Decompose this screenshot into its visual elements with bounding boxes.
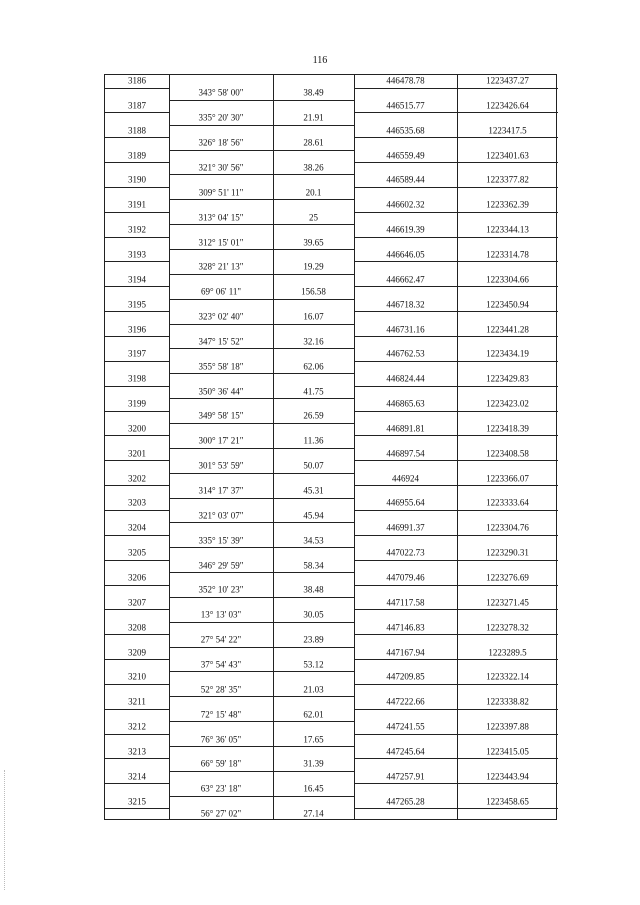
row-rule xyxy=(354,634,558,635)
y-coordinate: 1223366.07 xyxy=(486,473,529,484)
y-coordinate: 1223322.14 xyxy=(486,671,529,682)
x-coordinate: 447265.28 xyxy=(386,796,425,807)
segment-length: 28.61 xyxy=(303,137,324,148)
point-number: 3207 xyxy=(128,597,146,608)
point-number: 3210 xyxy=(128,671,146,682)
row-rule xyxy=(105,709,169,710)
row-rule xyxy=(169,498,354,499)
segment-length: 156.58 xyxy=(301,286,326,297)
row-rule xyxy=(169,274,354,275)
row-rule xyxy=(354,212,558,213)
row-rule xyxy=(105,237,169,238)
row-rule xyxy=(105,88,169,89)
segment-length: 45.31 xyxy=(303,485,324,496)
y-coordinate: 1223429.83 xyxy=(486,373,529,384)
row-rule xyxy=(354,808,558,809)
row-rule xyxy=(105,783,169,784)
x-coordinate: 446991.37 xyxy=(386,522,425,533)
x-coordinate: 447146.83 xyxy=(386,622,425,633)
x-coordinate: 446924 xyxy=(392,473,419,484)
segment-length: 50.07 xyxy=(303,460,324,471)
row-rule xyxy=(105,659,169,660)
x-coordinate: 447022.73 xyxy=(386,547,425,558)
segment-length: 16.07 xyxy=(303,311,324,322)
row-rule xyxy=(105,535,169,536)
x-coordinate: 447241.55 xyxy=(386,721,425,732)
direction-angle: 314° 17' 37" xyxy=(198,485,244,496)
segment-length: 21.91 xyxy=(303,112,324,123)
row-rule xyxy=(169,647,354,648)
point-number: 3201 xyxy=(128,448,146,459)
row-rule xyxy=(354,510,558,511)
x-coordinate: 446718.32 xyxy=(386,299,425,310)
y-coordinate: 1223443.94 xyxy=(486,771,529,782)
segment-length: 38.49 xyxy=(303,87,324,98)
direction-angle: 63° 23' 18" xyxy=(200,783,242,794)
row-rule xyxy=(105,212,169,213)
segment-length: 32.16 xyxy=(303,336,324,347)
row-rule xyxy=(169,174,354,175)
row-rule xyxy=(354,609,558,610)
y-coordinate: 1223458.65 xyxy=(486,796,529,807)
point-number: 3198 xyxy=(128,373,146,384)
row-rule xyxy=(105,361,169,362)
x-coordinate: 446602.32 xyxy=(386,199,425,210)
direction-angle: 300° 17' 21" xyxy=(198,435,244,446)
y-coordinate: 1223289.5 xyxy=(488,647,527,658)
point-number: 3205 xyxy=(128,547,146,558)
point-number: 3192 xyxy=(128,224,146,235)
direction-angle: 352° 10' 23" xyxy=(198,584,244,595)
row-rule xyxy=(169,597,354,598)
row-rule xyxy=(169,771,354,772)
point-number: 3194 xyxy=(128,274,146,285)
y-coordinate: 1223417.5 xyxy=(488,125,527,136)
x-coordinate: 446897.54 xyxy=(386,448,425,459)
segment-length: 20.1 xyxy=(305,187,322,198)
point-number: 3193 xyxy=(128,249,146,260)
row-rule xyxy=(169,249,354,250)
x-coordinate: 446535.68 xyxy=(386,125,425,136)
row-rule xyxy=(354,485,558,486)
point-number: 3203 xyxy=(128,497,146,508)
segment-length: 30.05 xyxy=(303,609,324,620)
row-rule xyxy=(169,796,354,797)
row-rule xyxy=(105,485,169,486)
direction-angle: 69° 06' 11" xyxy=(200,286,242,297)
x-coordinate: 446515.77 xyxy=(386,100,425,111)
row-rule xyxy=(354,560,558,561)
row-rule xyxy=(169,696,354,697)
row-rule xyxy=(354,137,558,138)
direction-angle: 72° 15' 48" xyxy=(200,709,242,720)
y-coordinate: 1223397.88 xyxy=(486,721,529,732)
row-rule xyxy=(354,684,558,685)
x-coordinate: 446824.44 xyxy=(386,373,425,384)
row-rule xyxy=(105,758,169,759)
segment-length: 53.12 xyxy=(303,659,324,670)
row-rule xyxy=(105,286,169,287)
row-rule xyxy=(169,572,354,573)
direction-angle: 309° 51' 11" xyxy=(198,187,244,198)
segment-length: 11.36 xyxy=(303,435,324,446)
segment-length: 31.39 xyxy=(303,758,324,769)
segment-length: 26.59 xyxy=(303,410,324,421)
x-coordinate: 447222.66 xyxy=(386,696,425,707)
segment-length: 16.45 xyxy=(303,783,324,794)
row-rule xyxy=(105,585,169,586)
y-coordinate: 1223423.02 xyxy=(486,398,529,409)
direction-angle: 321° 03' 07" xyxy=(198,510,244,521)
segment-length: 62.01 xyxy=(303,709,324,720)
row-rule xyxy=(105,187,169,188)
row-rule xyxy=(169,324,354,325)
point-number: 3208 xyxy=(128,622,146,633)
row-rule xyxy=(354,237,558,238)
segment-length: 17.65 xyxy=(303,734,324,745)
row-rule xyxy=(105,386,169,387)
row-rule xyxy=(105,684,169,685)
y-coordinate: 1223377.82 xyxy=(486,174,529,185)
row-rule xyxy=(105,510,169,511)
row-rule xyxy=(354,758,558,759)
row-rule xyxy=(105,336,169,337)
point-number: 3214 xyxy=(128,771,146,782)
y-coordinate: 1223344.13 xyxy=(486,224,529,235)
row-rule xyxy=(354,386,558,387)
row-rule xyxy=(354,709,558,710)
x-coordinate: 447117.58 xyxy=(386,597,425,608)
direction-angle: 347° 15' 52" xyxy=(198,336,244,347)
row-rule xyxy=(105,137,169,138)
x-coordinate: 446762.53 xyxy=(386,348,425,359)
x-coordinate: 446589.44 xyxy=(386,174,425,185)
segment-length: 19.29 xyxy=(303,261,324,272)
y-coordinate: 1223441.28 xyxy=(486,324,529,334)
y-coordinate: 1223271.45 xyxy=(486,597,529,608)
row-rule xyxy=(354,783,558,784)
row-rule xyxy=(354,88,558,89)
row-rule xyxy=(169,622,354,623)
x-coordinate: 446646.05 xyxy=(386,249,425,260)
point-number: 3186 xyxy=(128,75,146,86)
direction-angle: 326° 18' 56" xyxy=(198,137,244,148)
segment-length: 21.03 xyxy=(303,684,324,695)
page-number: 116 xyxy=(312,55,328,66)
row-rule xyxy=(105,435,169,436)
x-coordinate: 447079.46 xyxy=(386,572,425,583)
row-rule xyxy=(169,547,354,548)
point-number: 3212 xyxy=(128,721,146,732)
row-rule xyxy=(354,286,558,287)
row-rule xyxy=(354,261,558,262)
row-rule xyxy=(169,125,354,126)
segment-length: 27.14 xyxy=(303,808,324,819)
row-rule xyxy=(169,448,354,449)
row-rule xyxy=(354,435,558,436)
direction-angle: 301° 53' 59" xyxy=(198,460,244,471)
row-rule xyxy=(354,187,558,188)
y-coordinate: 1223304.66 xyxy=(486,274,529,285)
x-coordinate: 446478.78 xyxy=(386,75,425,86)
row-rule xyxy=(169,671,354,672)
row-rule xyxy=(105,734,169,735)
y-coordinate: 1223276.69 xyxy=(486,572,529,583)
direction-angle: 321° 30' 56" xyxy=(198,162,244,173)
x-coordinate: 446891.81 xyxy=(386,423,425,434)
row-rule xyxy=(354,734,558,735)
point-number: 3191 xyxy=(128,199,146,210)
row-rule xyxy=(354,361,558,362)
direction-angle: 335° 20' 30" xyxy=(198,112,244,123)
row-rule xyxy=(169,746,354,747)
point-number: 3199 xyxy=(128,398,146,409)
row-rule xyxy=(105,808,169,809)
x-coordinate: 447167.94 xyxy=(386,647,425,658)
point-number: 3195 xyxy=(128,299,146,310)
x-coordinate: 446619.39 xyxy=(386,224,425,235)
y-coordinate: 1223437.27 xyxy=(486,75,529,86)
row-rule xyxy=(105,261,169,262)
segment-length: 38.26 xyxy=(303,162,324,173)
y-coordinate: 1223434.19 xyxy=(486,348,529,359)
y-coordinate: 1223415.05 xyxy=(486,746,529,757)
segment-length: 23.89 xyxy=(303,634,324,645)
x-coordinate: 446559.49 xyxy=(386,150,425,161)
x-coordinate: 447257.91 xyxy=(386,771,425,782)
x-coordinate: 446731.16 xyxy=(386,324,425,334)
row-rule xyxy=(169,150,354,151)
row-rule xyxy=(354,659,558,660)
direction-angle: 349° 58' 15" xyxy=(198,410,244,421)
direction-angle: 313° 04' 15" xyxy=(198,212,244,223)
x-coordinate: 446865.63 xyxy=(386,398,425,409)
direction-angle: 350° 36' 44" xyxy=(198,386,244,397)
segment-length: 62.06 xyxy=(303,361,324,372)
row-rule xyxy=(105,609,169,610)
point-number: 3202 xyxy=(128,473,146,484)
y-coordinate: 1223408.58 xyxy=(486,448,529,459)
segment-length: 34.53 xyxy=(303,535,324,546)
row-rule xyxy=(169,373,354,374)
row-rule xyxy=(354,112,558,113)
row-rule xyxy=(169,423,354,424)
direction-angle: 13° 13' 03" xyxy=(200,609,242,620)
direction-angle: 346° 29' 59" xyxy=(198,560,244,571)
segment-length: 58.34 xyxy=(303,560,324,571)
segment-length: 45.94 xyxy=(303,510,324,521)
direction-angle: 52° 28' 35" xyxy=(200,684,242,695)
point-number: 3188 xyxy=(128,125,146,136)
direction-angle: 328° 21' 13" xyxy=(198,261,244,272)
row-rule xyxy=(354,411,558,412)
point-number: 3213 xyxy=(128,746,146,757)
row-rule xyxy=(105,460,169,461)
direction-angle: 37° 54' 43" xyxy=(200,659,242,670)
point-number: 3190 xyxy=(128,174,146,185)
margin-mark xyxy=(4,770,5,890)
point-number: 3215 xyxy=(128,796,146,807)
segment-length: 25 xyxy=(309,212,318,223)
row-rule xyxy=(169,522,354,523)
row-rule xyxy=(354,162,558,163)
coordinates-table xyxy=(104,74,557,820)
x-coordinate: 447209.85 xyxy=(386,671,425,682)
segment-length: 38.48 xyxy=(303,584,324,595)
y-coordinate: 1223314.78 xyxy=(486,249,529,260)
x-coordinate: 446955.64 xyxy=(386,497,425,508)
y-coordinate: 1223290.31 xyxy=(486,547,529,558)
y-coordinate: 1223362.39 xyxy=(486,199,529,210)
direction-angle: 66° 59' 18" xyxy=(200,758,242,769)
row-rule xyxy=(169,100,354,101)
row-rule xyxy=(105,112,169,113)
point-number: 3209 xyxy=(128,647,146,658)
point-number: 3211 xyxy=(128,696,146,707)
direction-angle: 56° 27' 02" xyxy=(200,808,242,819)
row-rule xyxy=(169,348,354,349)
x-coordinate: 446662.47 xyxy=(386,274,425,285)
row-rule xyxy=(169,398,354,399)
y-coordinate: 1223418.39 xyxy=(486,423,529,434)
point-number: 3200 xyxy=(128,423,146,434)
point-number: 3197 xyxy=(128,348,146,359)
y-coordinate: 1223401.63 xyxy=(486,150,529,161)
row-rule xyxy=(169,473,354,474)
y-coordinate: 1223338.82 xyxy=(486,696,529,707)
row-rule xyxy=(169,224,354,225)
y-coordinate: 1223426.64 xyxy=(486,100,529,111)
direction-angle: 27° 54' 22" xyxy=(200,634,242,645)
row-rule xyxy=(105,311,169,312)
direction-angle: 323° 02' 40" xyxy=(198,311,244,322)
row-rule xyxy=(105,634,169,635)
y-coordinate: 1223304.76 xyxy=(486,522,529,533)
direction-angle: 343° 58' 00" xyxy=(198,87,244,98)
row-rule xyxy=(354,336,558,337)
y-coordinate: 1223450.94 xyxy=(486,299,529,310)
direction-angle: 355° 58' 18" xyxy=(198,361,244,372)
row-rule xyxy=(354,311,558,312)
row-rule xyxy=(169,721,354,722)
point-number: 3196 xyxy=(128,324,146,334)
row-rule xyxy=(169,299,354,300)
point-number: 3206 xyxy=(128,572,146,583)
row-rule xyxy=(354,460,558,461)
row-rule xyxy=(354,585,558,586)
segment-length: 39.65 xyxy=(303,237,324,248)
direction-angle: 76° 36' 05" xyxy=(200,734,242,745)
row-rule xyxy=(354,535,558,536)
row-rule xyxy=(105,411,169,412)
row-rule xyxy=(169,199,354,200)
point-number: 3187 xyxy=(128,100,146,111)
segment-length: 41.75 xyxy=(303,386,324,397)
point-number: 3204 xyxy=(128,522,146,533)
y-coordinate: 1223333.64 xyxy=(486,497,529,508)
direction-angle: 335° 15' 39" xyxy=(198,535,244,546)
row-rule xyxy=(105,162,169,163)
y-coordinate: 1223278.32 xyxy=(486,622,529,633)
row-rule xyxy=(105,560,169,561)
direction-angle: 312° 15' 01" xyxy=(198,237,244,248)
x-coordinate: 447245.64 xyxy=(386,746,425,757)
point-number: 3189 xyxy=(128,150,146,161)
